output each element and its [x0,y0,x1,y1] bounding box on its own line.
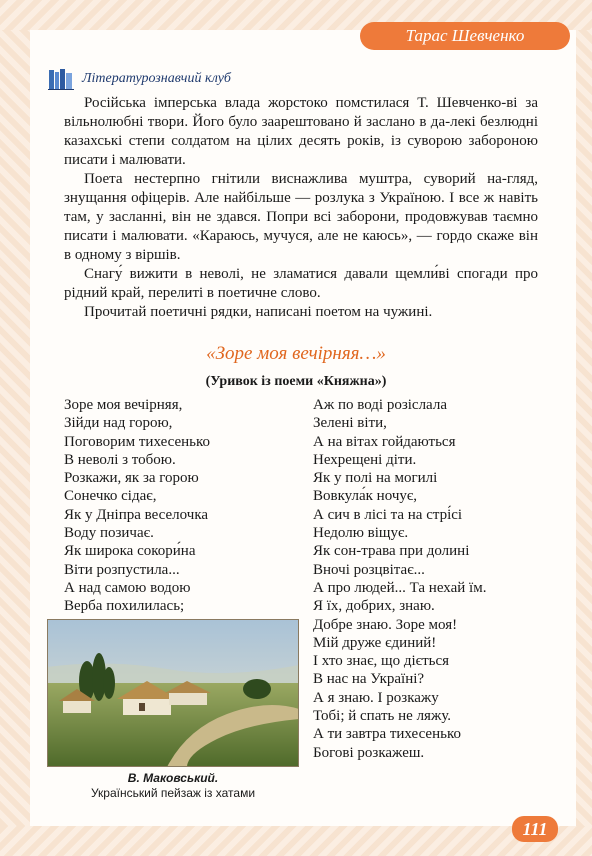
poem-line: Мій друже єдиний! [313,634,437,651]
poem-line: Воду позичає. [64,525,154,542]
left-decorative-band [0,30,30,826]
poem-line: А ти завтра тихесенько [313,726,461,743]
poem-line: Вовкула́к ночує, [313,488,418,505]
landscape-painting [47,619,299,767]
right-decorative-band [576,30,592,826]
poem-line: Нехрещені діти. [313,451,417,468]
poem-line: Тобі; й спать не ляжу. [313,708,452,725]
poem-line: А я знаю. І розкажу [313,689,439,706]
paragraph: Поета нестерпно гнітили виснажлива муштра, суворий на-гляд, знущання офіцерів. Але найбільше — розлука з Україною. І все ж навіть там, у засланні, він не здався. Попри всі заборони, продовжував таємно писати і малювати. «Караюсь, мучуся, але не каюсь», — гордо скаже він в одному з віршів. [64,171,538,263]
poem-line: Поговорим тихесенько [64,433,210,450]
painting-title: Український пейзаж із хатами [90,786,256,800]
poem-line: А сич в лісі та на стрі́сі [313,506,463,523]
poem-column-left [64,396,210,616]
poem-line: Як у полі на могилі [313,470,438,487]
page-number: 111 [512,816,558,842]
paragraph: Російська імперська влада жорстоко помстилася Т. Шевченко-ві за вільнолюбні твори. Його було заарештовано й заслано в да-лекі безлюдні казахські степи солдатом на цілих десять років, із суворою забороною писати і малювати. [64,95,538,168]
poem-title: «Зоре моя вечірняя…» [206,343,386,364]
poem-subtitle: (Уривок із поеми «Княжна») [205,374,387,389]
poem-line: А над самою водою [64,579,191,596]
poem-column-right [313,396,486,762]
section-label [48,68,231,90]
poem-line: Сонечко сідає, [64,488,157,505]
poem-line: А на вітах гойдаються [313,433,456,450]
poem-line: Богові розкажеш. [313,744,425,761]
poem-line: Недолю віщує. [313,525,409,542]
poem-line: Як широка сокори́на [64,543,196,560]
poem-line: Верба похилилась; [64,598,185,615]
poem-line: Віти розпустила... [64,561,180,578]
section-label-text: Літературознавчий клуб [82,71,231,86]
chapter-header: Тарас Шевченко [360,22,570,50]
poem-line: Зелені віти, [313,415,387,432]
poem-line: Як у Дніпра веселочка [64,506,209,523]
paragraph: Прочитай поетичні рядки, написані поетом на чужині. [84,304,433,320]
poem-line: Вночі розцвітає... [313,561,425,578]
poem-line: Як сон-трава при долині [313,543,470,560]
poem-line: Аж по воді розіслала [313,397,447,413]
poem-line: Розкажи, як за горою [64,470,199,487]
poem-line: Зійди над горою, [64,415,173,432]
poem-line: В нас на Україні? [313,671,425,688]
painting-author: В. Маковський. [127,771,219,785]
poem-line: І хто знає, що діється [313,653,450,670]
poem-line: В неволі з тобою. [64,451,176,468]
poem-line: А про людей... Та нехай їм. [313,579,487,596]
paragraph: Снагу́ вижити в неволі, не зламатися давали щемли́ві спогади про рідний край, перелиті в поетичне слово. [64,266,538,301]
poem-line: Я їх, добрих, знаю. [313,598,435,615]
painting-caption [40,771,306,801]
poem-line: Зоре моя вечірняя, [64,397,183,413]
intro-text [64,94,538,322]
books-icon [48,68,74,90]
bottom-decorative-band [0,826,592,856]
poem-line: Добре знаю. Зоре моя! [313,616,458,633]
